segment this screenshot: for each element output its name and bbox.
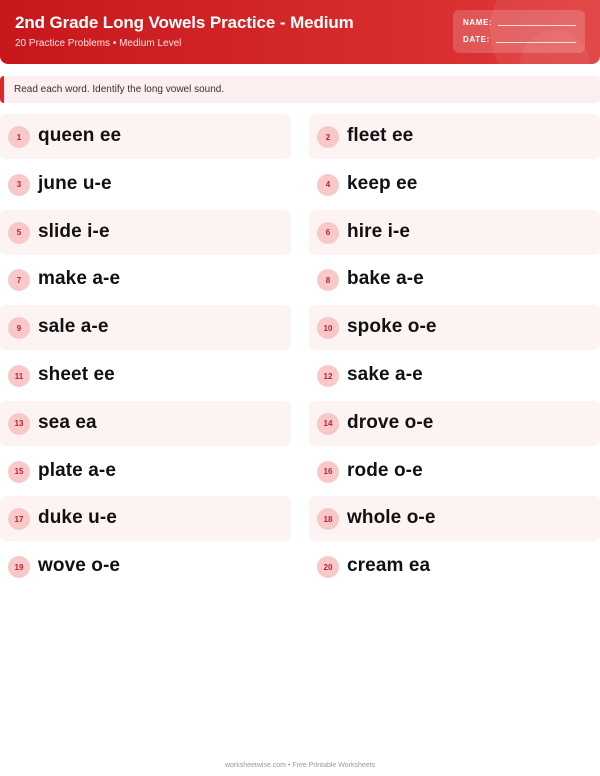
problem-number-badge: 3 bbox=[8, 174, 30, 196]
footer-text: worksheetwise.com • Free Printable Worksheets bbox=[224, 762, 376, 769]
problem-number-badge: 13 bbox=[8, 413, 30, 435]
problem-number-badge: 20 bbox=[317, 556, 339, 578]
problem-word: whole o-e bbox=[347, 507, 436, 529]
problem-word: rode o-e bbox=[347, 459, 423, 481]
problem-item bbox=[0, 496, 291, 541]
problem-word: sake a-e bbox=[347, 364, 423, 385]
problem-item bbox=[309, 210, 600, 255]
problem-item bbox=[0, 114, 291, 159]
name-date-box bbox=[453, 10, 585, 53]
problem-number-badge: 12 bbox=[317, 365, 339, 387]
problem-word: hire i-e bbox=[347, 220, 411, 242]
problem-word: duke u-e bbox=[38, 507, 117, 529]
problem-word: drove o-e bbox=[347, 411, 434, 433]
date-line[interactable] bbox=[496, 42, 576, 43]
problem-number-badge: 11 bbox=[8, 365, 30, 387]
problem-word: sheet ee bbox=[38, 364, 115, 385]
problem-item bbox=[0, 162, 291, 207]
problem-word: fleet ee bbox=[347, 125, 414, 146]
problem-number-badge: 16 bbox=[317, 461, 339, 483]
problem-item bbox=[309, 353, 600, 398]
problem-item bbox=[0, 449, 291, 494]
problem-item bbox=[309, 401, 600, 446]
problem-word: plate a-e bbox=[38, 459, 116, 481]
problem-word: cream ea bbox=[347, 555, 431, 577]
problem-number-badge: 4 bbox=[317, 174, 339, 196]
problem-word: bake a-e bbox=[347, 268, 424, 290]
problem-word: june u-e bbox=[38, 172, 112, 194]
problem-number-badge: 5 bbox=[8, 222, 30, 244]
problem-item bbox=[0, 353, 291, 398]
date-label: DATE: bbox=[463, 35, 490, 44]
problem-number-badge: 10 bbox=[317, 317, 339, 339]
problem-item bbox=[309, 496, 600, 541]
problem-number-badge: 7 bbox=[8, 269, 30, 291]
problem-item bbox=[0, 257, 291, 302]
problem-number-badge: 9 bbox=[8, 317, 30, 339]
problem-word: make a-e bbox=[38, 268, 121, 290]
problem-number-badge: 19 bbox=[8, 556, 30, 578]
problem-number-badge: 2 bbox=[317, 126, 339, 148]
worksheet-subtitle: 20 Practice Problems • Medium Level bbox=[15, 38, 182, 49]
problem-word: wove o-e bbox=[38, 555, 121, 577]
name-line[interactable] bbox=[498, 25, 576, 26]
problem-item bbox=[0, 210, 291, 255]
problem-item bbox=[0, 305, 291, 350]
problem-item bbox=[0, 401, 291, 446]
problem-word: slide i-e bbox=[38, 220, 110, 242]
problem-number-badge: 14 bbox=[317, 413, 339, 435]
problem-number-badge: 6 bbox=[317, 222, 339, 244]
problem-item bbox=[309, 305, 600, 350]
worksheet-header bbox=[0, 0, 600, 64]
problem-item bbox=[309, 114, 600, 159]
worksheet-title: 2nd Grade Long Vowels Practice - Medium bbox=[15, 13, 354, 32]
problem-word: sea ea bbox=[38, 411, 97, 433]
problem-item bbox=[309, 544, 600, 589]
problem-word: spoke o-e bbox=[347, 316, 437, 338]
problem-item bbox=[0, 544, 291, 589]
problem-word: keep ee bbox=[347, 172, 418, 194]
problem-item bbox=[309, 162, 600, 207]
problem-item bbox=[309, 449, 600, 494]
problem-number-badge: 17 bbox=[8, 508, 30, 530]
date-field[interactable] bbox=[463, 35, 576, 44]
problem-word: queen ee bbox=[38, 125, 122, 146]
problem-number-badge: 18 bbox=[317, 508, 339, 530]
problem-item bbox=[309, 257, 600, 302]
problem-number-badge: 8 bbox=[317, 269, 339, 291]
problem-word: sale a-e bbox=[38, 316, 109, 338]
name-label: NAME: bbox=[463, 18, 493, 27]
name-field[interactable] bbox=[463, 18, 576, 27]
problem-number-badge: 1 bbox=[8, 126, 30, 148]
instructions-banner: Read each word. Identify the long vowel sound. bbox=[0, 76, 600, 103]
problem-number-badge: 15 bbox=[8, 461, 30, 483]
